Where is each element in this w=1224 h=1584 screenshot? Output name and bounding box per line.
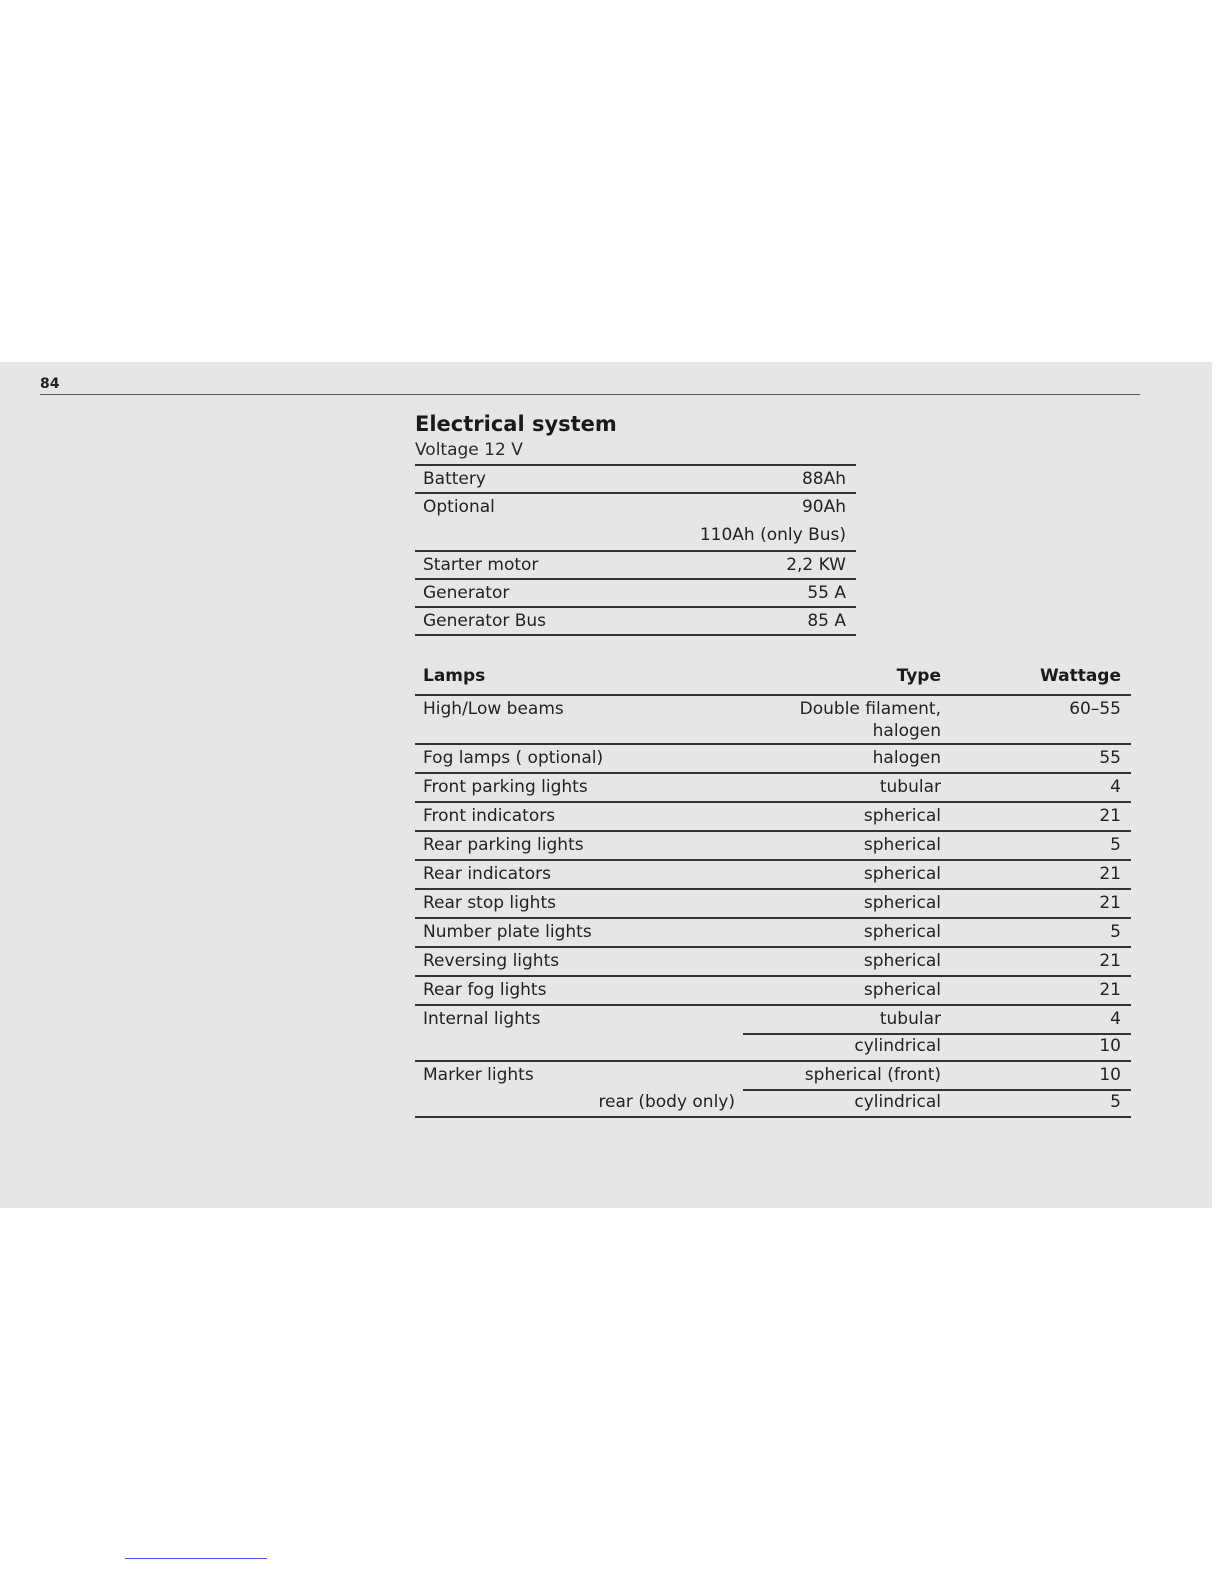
lamp-name: Internal lights xyxy=(423,1009,541,1029)
lamp-wattage: 21 xyxy=(1099,806,1121,826)
lamp-type-line2: halogen xyxy=(872,721,941,741)
lamp-type: spherical xyxy=(863,835,941,855)
lamp-row xyxy=(415,745,1131,774)
lamp-row xyxy=(415,832,1131,861)
lamp-name: Front parking lights xyxy=(423,777,588,797)
lamp-wattage: 21 xyxy=(1099,980,1121,1000)
lamp-wattage: 55 xyxy=(1099,748,1121,768)
lamp-wattage: 60–55 xyxy=(1069,699,1121,719)
lamp-wattage: 21 xyxy=(1099,864,1121,884)
lamp-name: Front indicators xyxy=(423,806,556,826)
lamp-type-line1: Double filament, xyxy=(799,699,941,719)
generator-bus-label: Generator Bus xyxy=(423,611,547,631)
lamp-row xyxy=(415,1006,1131,1033)
lamps-header-row xyxy=(415,666,1131,696)
lamp-type: spherical (front) xyxy=(804,1065,941,1085)
starter-motor-row xyxy=(415,552,856,580)
optional-label: Optional xyxy=(423,497,495,517)
lamp-row xyxy=(415,1089,1131,1118)
lamp-wattage: 21 xyxy=(1099,951,1121,971)
lamp-type: spherical xyxy=(863,806,941,826)
lamp-row xyxy=(415,803,1131,832)
generator-row xyxy=(415,580,856,608)
lamp-name: Marker lights xyxy=(423,1065,534,1085)
lamp-name: Reversing lights xyxy=(423,951,560,971)
battery-label: Battery xyxy=(423,469,486,489)
lamp-wattage: 4 xyxy=(1110,1009,1121,1029)
electrical-table xyxy=(415,464,856,636)
generator-value: 55 A xyxy=(807,583,846,603)
lamp-wattage: 10 xyxy=(1099,1036,1121,1056)
optional-value-bus: 110Ah (only Bus) xyxy=(699,525,846,545)
header-rule xyxy=(40,394,1140,395)
optional-battery-row xyxy=(415,494,856,552)
lamp-name: High/Low beams xyxy=(423,699,564,719)
lamp-type: spherical xyxy=(863,864,941,884)
wattage-header: Wattage xyxy=(1039,666,1121,686)
lamp-name: Rear stop lights xyxy=(423,893,556,913)
lamp-type: cylindrical xyxy=(854,1092,941,1112)
voltage-line: Voltage 12 V xyxy=(415,440,523,460)
lamp-type xyxy=(800,698,941,742)
section-title: Electrical system xyxy=(415,412,617,436)
lamp-name: Fog lamps ( optional) xyxy=(423,748,604,768)
lamp-type: cylindrical xyxy=(854,1036,941,1056)
lamp-type: spherical xyxy=(863,922,941,942)
lamp-type: tubular xyxy=(879,1009,941,1029)
lamp-row xyxy=(415,890,1131,919)
lamp-type: spherical xyxy=(863,980,941,1000)
lamp-name: Rear parking lights xyxy=(423,835,584,855)
lamp-type: halogen xyxy=(872,748,941,768)
lamp-type: spherical xyxy=(863,893,941,913)
lamp-wattage: 5 xyxy=(1110,1092,1121,1112)
lamp-row xyxy=(415,774,1131,803)
lamp-wattage: 4 xyxy=(1110,777,1121,797)
lamp-row xyxy=(415,977,1131,1006)
lamp-name: Number plate lights xyxy=(423,922,592,942)
lamp-name: Rear fog lights xyxy=(423,980,547,1000)
optional-value: 90Ah xyxy=(801,497,846,517)
page-number: 84 xyxy=(40,376,60,392)
lamp-row xyxy=(415,948,1131,977)
starter-value: 2,2 KW xyxy=(786,555,846,575)
lamp-sub-label: rear (body only) xyxy=(598,1092,735,1112)
lamp-row xyxy=(415,861,1131,890)
generator-label: Generator xyxy=(423,583,510,603)
lamps-header: Lamps xyxy=(423,666,486,686)
lamp-row xyxy=(415,919,1131,948)
lamp-wattage: 10 xyxy=(1099,1065,1121,1085)
blue-pen-mark xyxy=(125,1558,267,1559)
lamp-row xyxy=(415,696,1131,745)
lamp-row xyxy=(415,1062,1131,1089)
lamp-type: tubular xyxy=(879,777,941,797)
starter-label: Starter motor xyxy=(423,555,539,575)
lamp-wattage: 5 xyxy=(1110,835,1121,855)
lamp-name: Rear indicators xyxy=(423,864,552,884)
generator-bus-row xyxy=(415,608,856,636)
battery-value: 88Ah xyxy=(801,469,846,489)
type-header: Type xyxy=(896,666,941,686)
lamp-wattage: 21 xyxy=(1099,893,1121,913)
lamp-type: spherical xyxy=(863,951,941,971)
generator-bus-value: 85 A xyxy=(807,611,846,631)
lamp-row xyxy=(415,1033,1131,1062)
lamps-table xyxy=(415,666,1131,1118)
lamp-wattage: 5 xyxy=(1110,922,1121,942)
battery-row xyxy=(415,466,856,494)
